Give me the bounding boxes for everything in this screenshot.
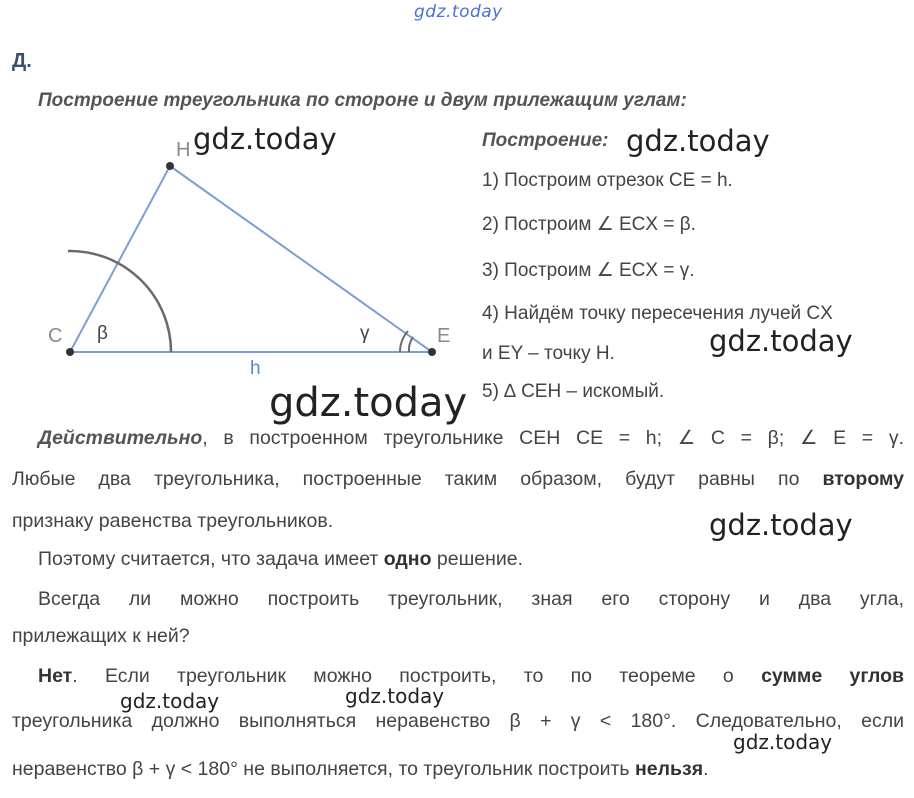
- bold-emphasis: нельзя: [635, 758, 704, 780]
- triangle-sides: [70, 166, 432, 352]
- point-c: [66, 348, 74, 356]
- label-c: C: [48, 325, 63, 347]
- watermark: gdz.today: [733, 730, 833, 754]
- paragraph-1-line-1: [38, 426, 904, 450]
- watermark: gdz.today: [709, 324, 853, 358]
- question-line-1: Всегда ли можно построить треугольник, зная его сторону и два угла,: [38, 588, 904, 610]
- arc-angle-c: [68, 251, 171, 352]
- section-letter: Д.: [12, 50, 32, 72]
- italic-emphasis: Действительно: [38, 427, 203, 449]
- bold-emphasis: второму: [822, 468, 904, 490]
- side-he: [170, 166, 432, 352]
- watermark: gdz.today: [120, 689, 220, 713]
- paragraph-text: Любые два треугольника, построенные таким образом, будут равны по: [12, 468, 823, 490]
- construction-title: Построение:: [482, 130, 609, 151]
- watermark-top: gdz.today: [414, 2, 503, 22]
- side-ch: [70, 166, 170, 352]
- label-e: E: [437, 325, 451, 347]
- section-heading: Построение треугольника по стороне и двум прилежащим углам:: [38, 90, 687, 111]
- watermark: gdz.today: [709, 508, 853, 542]
- label-h: H: [176, 139, 191, 161]
- paragraph-text: , в построенном треугольнике CEH CE = h; ∠ C = β; ∠ E = γ.: [202, 427, 904, 449]
- question-line-2: прилежащих к ней?: [12, 625, 190, 647]
- paragraph-text: решение.: [431, 548, 524, 570]
- paragraph-text: Поэтому считается, что задача имеет: [38, 548, 384, 570]
- watermark: gdz.today: [193, 122, 337, 156]
- answer-line-1: [38, 665, 904, 688]
- watermark: gdz.today: [626, 124, 770, 158]
- construction-step-5: 5) ∆ CEH – искомый.: [482, 381, 665, 402]
- triangle-diagram: [0, 120, 480, 390]
- point-e: [428, 348, 436, 356]
- answer-line-3: [12, 758, 709, 781]
- construction-step-3: 3) Построим ∠ ECX = γ.: [482, 260, 695, 281]
- bold-emphasis: Нет: [38, 665, 73, 687]
- watermark: gdz.today: [345, 684, 445, 708]
- paragraph-1-line-3: признаку равенства треугольников.: [12, 510, 334, 532]
- paragraph-1-line-2: [12, 468, 904, 491]
- label-beta: β: [97, 323, 108, 344]
- paragraph-text: . Если треугольник можно построить, то по теореме о: [72, 665, 762, 687]
- paragraph-text: неравенство β + γ < 180° не выполняется, то треугольник построить: [12, 758, 636, 780]
- label-side-h: h: [250, 358, 261, 379]
- arc-angle-e-inner: [409, 337, 413, 352]
- bold-emphasis: сумме углов: [761, 665, 904, 687]
- bold-emphasis: одно: [383, 548, 432, 570]
- answer-line-2: треугольника должно выполняться неравенство β + γ < 180°. Следовательно, если: [12, 710, 904, 732]
- watermark: gdz.today: [269, 380, 468, 426]
- construction-step-4: 4) Найдём точку пересечения лучей CX: [482, 303, 833, 324]
- paragraph-text: .: [703, 758, 709, 780]
- construction-step-2: 2) Построим ∠ ECX = β.: [482, 214, 696, 235]
- label-gamma: γ: [360, 323, 370, 344]
- construction-step-1: 1) Построим отрезок CE = h.: [482, 170, 733, 191]
- paragraph-2: [38, 548, 523, 571]
- point-h: [166, 162, 174, 170]
- construction-step-4-cont: и EY – точку H.: [482, 343, 615, 364]
